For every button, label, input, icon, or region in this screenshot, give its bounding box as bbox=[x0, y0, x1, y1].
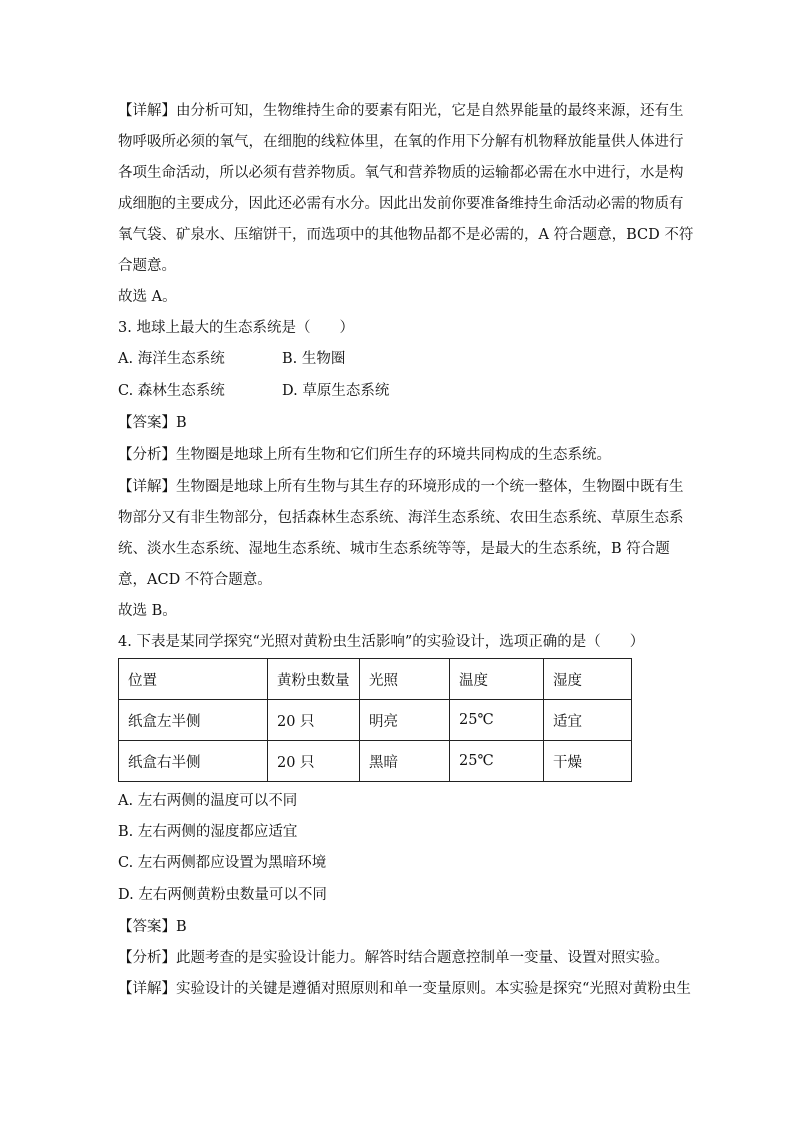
q2-explain-line-3: 各项生命活动，所以必须有营养物质。氧气和营养物质的运输都必需在水中进行，水是构 bbox=[118, 165, 684, 181]
q4-option-a: A. 左右两侧的温度可以不同 bbox=[118, 793, 298, 809]
q3-option-b: B. 生物圈 bbox=[282, 351, 346, 367]
table-row bbox=[119, 700, 632, 741]
q2-explain-line-2: 物呼吸所必须的氧气，在细胞的线粒体里，在氧的作用下分解有机物释放能量供人体进行 bbox=[118, 134, 684, 150]
table-cell: 25℃ bbox=[450, 700, 544, 741]
q4-option-c: C. 左右两侧都应设置为黑暗环境 bbox=[118, 855, 327, 871]
table-row bbox=[119, 741, 632, 782]
table-cell: 纸盒左半侧 bbox=[119, 700, 268, 741]
q2-explain-line-1: 【详解】由分析可知，生物维持生命的要素有阳光，它是自然界能量的最终来源，还有生 bbox=[118, 103, 684, 119]
q4-option-b: B. 左右两侧的湿度都应适宜 bbox=[118, 824, 298, 840]
table-cell: 明亮 bbox=[360, 700, 450, 741]
q3-stem: 3. 地球上最大的生态系统是（ ） bbox=[118, 320, 354, 336]
table-header-cell: 湿度 bbox=[544, 659, 632, 700]
q2-explain-line-6: 合题意。 bbox=[118, 258, 176, 274]
q4-explain-line-1: 【详解】实验设计的关键是遵循对照原则和单一变量原则。本实验是探究“光照对黄粉虫生 bbox=[118, 981, 691, 997]
table-header-row bbox=[119, 659, 632, 700]
q3-option-a: A. 海洋生态系统 bbox=[118, 351, 225, 367]
table-header-cell: 光照 bbox=[360, 659, 450, 700]
experiment-table bbox=[118, 658, 632, 782]
q3-analysis: 【分析】生物圈是地球上所有生物和它们所生存的环境共同构成的生态系统。 bbox=[118, 447, 611, 463]
table-header-cell: 温度 bbox=[450, 659, 544, 700]
q3-answer: 【答案】B bbox=[118, 415, 187, 431]
q4-analysis: 【分析】此题考查的是实验设计能力。解答时结合题意控制单一变量、设置对照实验。 bbox=[118, 950, 669, 966]
q3-explain-line-3: 统、淡水生态系统、湿地生态系统、城市生态系统等等，是最大的生态系统，B 符合题 bbox=[118, 541, 670, 557]
q3-options-row-2 bbox=[118, 381, 389, 401]
table-cell: 纸盒右半侧 bbox=[119, 741, 268, 782]
q3-option-d: D. 草原生态系统 bbox=[282, 383, 390, 399]
table-header-cell: 位置 bbox=[119, 659, 268, 700]
q2-explain-line-5: 氧气袋、矿泉水、压缩饼干，而选项中的其他物品都不是必需的，A 符合题意，BCD 不符 bbox=[118, 227, 694, 243]
q4-option-d: D. 左右两侧黄粉虫数量可以不同 bbox=[118, 887, 327, 903]
table-cell: 20 只 bbox=[268, 700, 360, 741]
table-cell: 25℃ bbox=[450, 741, 544, 782]
q4-stem: 4. 下表是某同学探究“光照对黄粉虫生活影响”的实验设计，选项正确的是（ ） bbox=[118, 634, 645, 650]
q3-option-c: C. 森林生态系统 bbox=[118, 383, 225, 399]
q3-explain-line-4: 意，ACD 不符合题意。 bbox=[118, 572, 272, 588]
q3-explain-line-2: 物部分又有非生物部分，包括森林生态系统、海洋生态系统、农田生态系统、草原生态系 bbox=[118, 510, 684, 526]
q3-options-row-1 bbox=[118, 349, 345, 369]
table-cell: 适宜 bbox=[544, 700, 632, 741]
explain-tag: 【详解】 bbox=[118, 103, 176, 119]
table-cell: 黑暗 bbox=[360, 741, 450, 782]
q3-explain-line-1: 【详解】生物圈是地球上所有生物与其生存的环境形成的一个统一整体，生物圈中既有生 bbox=[118, 479, 684, 495]
table-cell: 干燥 bbox=[544, 741, 632, 782]
q3-conclusion: 故选 B。 bbox=[118, 603, 177, 619]
table-cell: 20 只 bbox=[268, 741, 360, 782]
q2-explain-line-4: 成细胞的主要成分，因此还必需有水分。因此出发前你要准备维持生命活动必需的物质有 bbox=[118, 196, 684, 212]
q2-conclusion: 故选 A。 bbox=[118, 289, 177, 305]
q4-answer: 【答案】B bbox=[118, 919, 187, 935]
table-header-cell: 黄粉虫数量 bbox=[268, 659, 360, 700]
